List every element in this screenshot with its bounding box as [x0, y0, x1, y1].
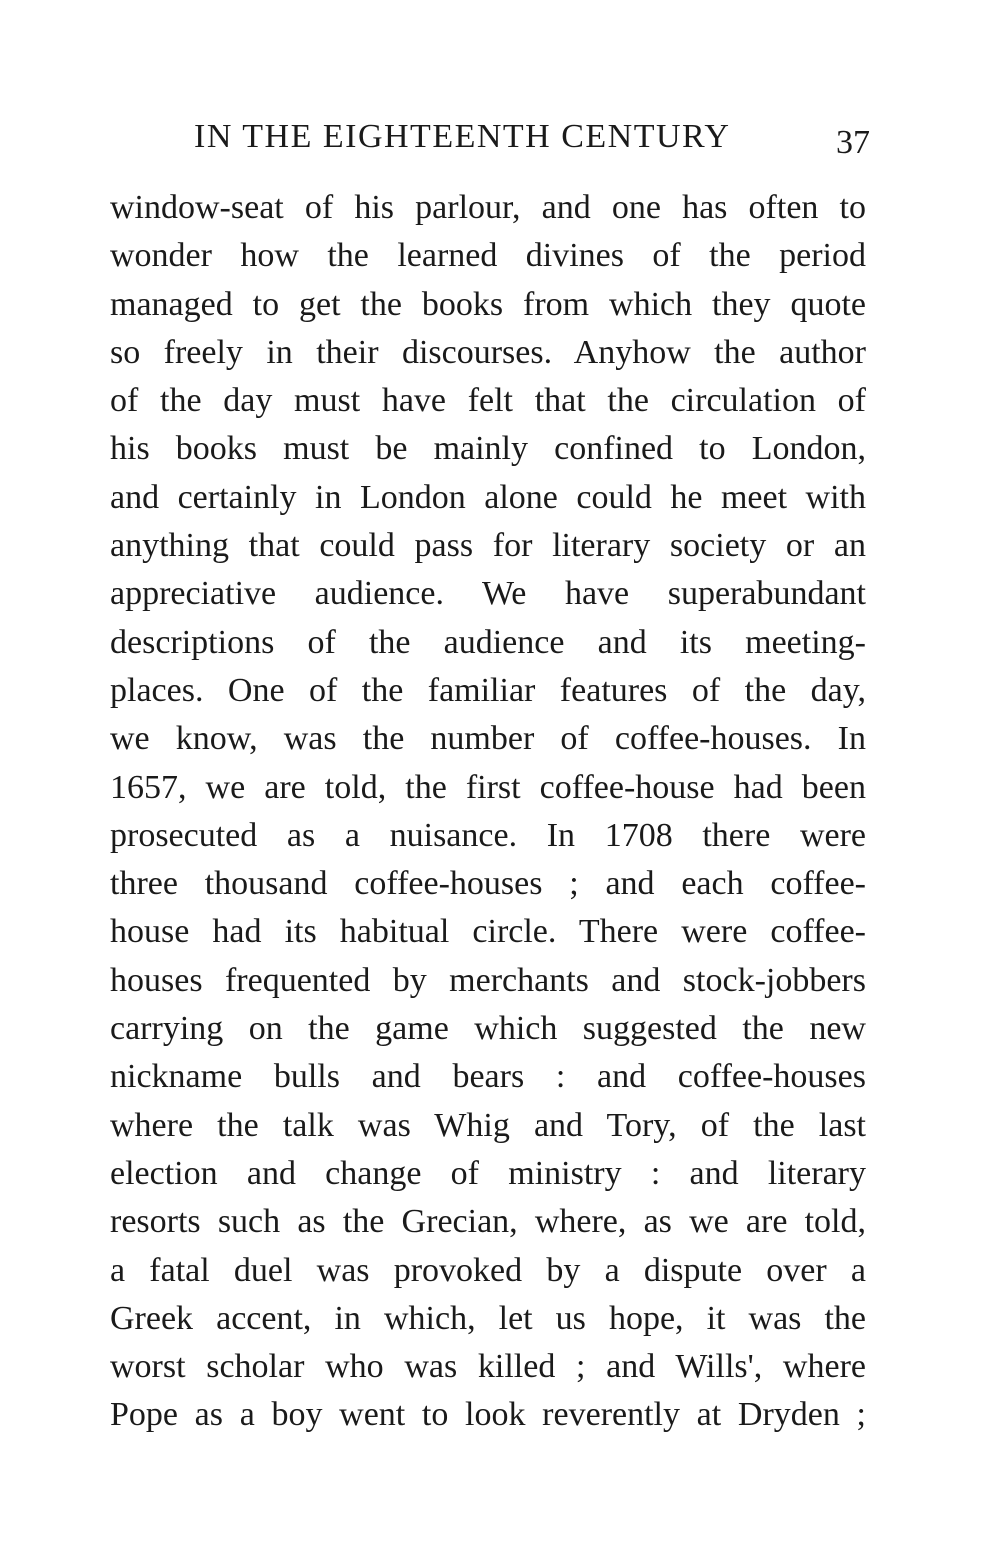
text-line: carrying on the game which suggested the new — [110, 1010, 866, 1048]
text-line: and certainly in London alone could he meet with — [110, 478, 866, 516]
text-line: his books must be mainly confined to London, — [110, 430, 866, 468]
text-line: where the talk was Whig and Tory, of the last — [110, 1106, 866, 1144]
text-line: resorts such as the Grecian, where, as we are told, — [110, 1203, 866, 1241]
text-line: places. One of the familiar features of the day, — [110, 671, 866, 709]
text-line: wonder how the learned divines of the period — [110, 237, 866, 275]
text-line: so freely in their discourses. Anyhow the author — [110, 333, 866, 371]
text-line: Greek accent, in which, let us hope, it was the — [110, 1299, 866, 1337]
text-line: worst scholar who was killed ; and Wills', where — [110, 1348, 866, 1386]
text-line: prosecuted as a nuisance. In 1708 there were — [110, 816, 866, 854]
text-line: of the day must have felt that the circulation of — [110, 382, 866, 420]
page-number: 37 — [836, 124, 870, 161]
text-line: houses frequented by merchants and stock-jobbers — [110, 961, 866, 999]
text-line: house had its habitual circle. There were coffee- — [110, 913, 866, 951]
text-line: 1657, we are told, the first coffee-house had been — [110, 768, 866, 806]
text-line: three thousand coffee-houses ; and each coffee- — [110, 865, 866, 903]
running-title: IN THE EIGHTEENTH CENTURY — [194, 118, 731, 155]
text-line: Pope as a boy went to look reverently at Dryden ; — [110, 1396, 866, 1434]
running-head — [110, 112, 870, 162]
text-line: window-seat of his parlour, and one has often to — [110, 189, 866, 226]
text-line: descriptions of the audience and its meeting- — [110, 623, 866, 661]
text-line: appreciative audience. We have superabundant — [110, 575, 866, 613]
body-text — [110, 184, 866, 1440]
text-line: election and change of ministry : and literary — [110, 1154, 866, 1192]
text-line: a fatal duel was provoked by a dispute over a — [110, 1251, 866, 1289]
text-line: we know, was the number of coffee-houses. In — [110, 720, 866, 758]
text-line: managed to get the books from which they quote — [110, 285, 866, 323]
text-line: anything that could pass for literary society or an — [110, 527, 866, 565]
text-line: nickname bulls and bears : and coffee-houses — [110, 1058, 866, 1096]
